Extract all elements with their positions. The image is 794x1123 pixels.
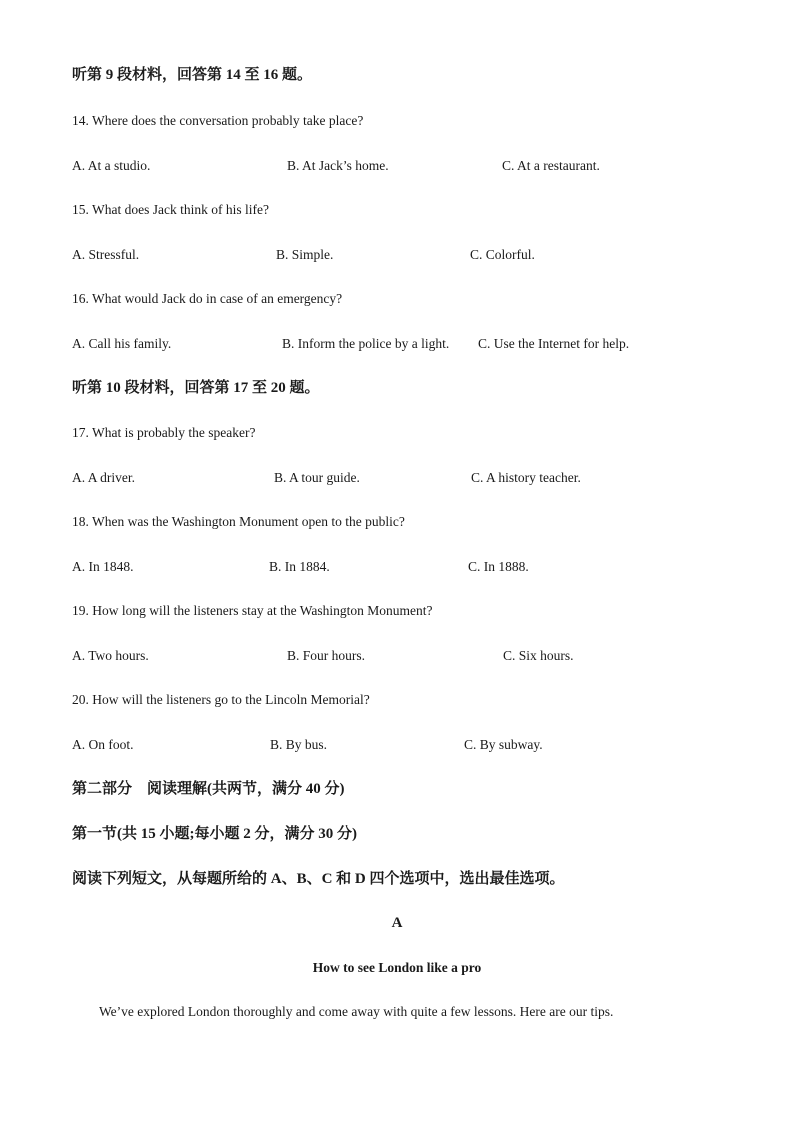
q19-option-b: B. Four hours. — [287, 648, 366, 663]
q19-option-c: C. Six hours. — [503, 648, 574, 663]
q18-option-c: C. In 1888. — [468, 559, 529, 574]
part-2-heading: 第二部分 阅读理解(共两节，满分 40 分) — [72, 781, 345, 797]
passage-title: How to see London like a pro — [312, 960, 482, 975]
question-16: 16. What would Jack do in case of an emergency? — [72, 291, 343, 306]
q20-option-a: A. On foot. — [72, 737, 134, 752]
question-15: 15. What does Jack think of his life? — [72, 202, 269, 217]
question-14: 14. Where does the conversation probably take place? — [72, 113, 364, 128]
q17-option-a: A. A driver. — [72, 470, 135, 485]
q14-option-a: A. At a studio. — [72, 158, 151, 173]
question-18: 18. When was the Washington Monument open to the public? — [72, 514, 405, 529]
q18-option-b: B. In 1884. — [269, 559, 330, 574]
q16-option-b: B. Inform the police by a light. — [282, 336, 450, 351]
q15-option-b: B. Simple. — [276, 247, 334, 262]
question-19: 19. How long will the listeners stay at the Washington Monument? — [72, 603, 433, 618]
q15-option-a: A. Stressful. — [72, 247, 140, 262]
section-10-heading: 听第 10 段材料，回答第 17 至 20 题。 — [72, 380, 320, 396]
q15-option-c: C. Colorful. — [470, 247, 535, 262]
q14-option-c: C. At a restaurant. — [502, 158, 600, 173]
reading-instruction: 阅读下列短文，从每题所给的 A、B、C 和 D 四个选项中，选出最佳选项。 — [72, 871, 565, 887]
section-1-heading: 第一节(共 15 小题;每小题 2 分，满分 30 分) — [72, 826, 357, 842]
q16-option-c: C. Use the Internet for help. — [478, 336, 630, 351]
question-17: 17. What is probably the speaker? — [72, 425, 256, 440]
q17-option-b: B. A tour guide. — [274, 470, 360, 485]
q16-option-a: A. Call his family. — [72, 336, 172, 351]
q18-option-a: A. In 1848. — [72, 559, 134, 574]
q20-option-c: C. By subway. — [464, 737, 543, 752]
q17-option-c: C. A history teacher. — [471, 470, 581, 485]
q14-option-b: B. At Jack’s home. — [287, 158, 389, 173]
passage-letter: A — [391, 915, 403, 931]
section-9-heading: 听第 9 段材料，回答第 14 至 16 题。 — [72, 67, 313, 83]
q20-option-b: B. By bus. — [270, 737, 328, 752]
passage-intro: We’ve explored London thoroughly and come away with quite a few lessons. Here are our tips. — [99, 1004, 614, 1019]
q19-option-a: A. Two hours. — [72, 648, 149, 663]
question-20: 20. How will the listeners go to the Lincoln Memorial? — [72, 692, 370, 707]
